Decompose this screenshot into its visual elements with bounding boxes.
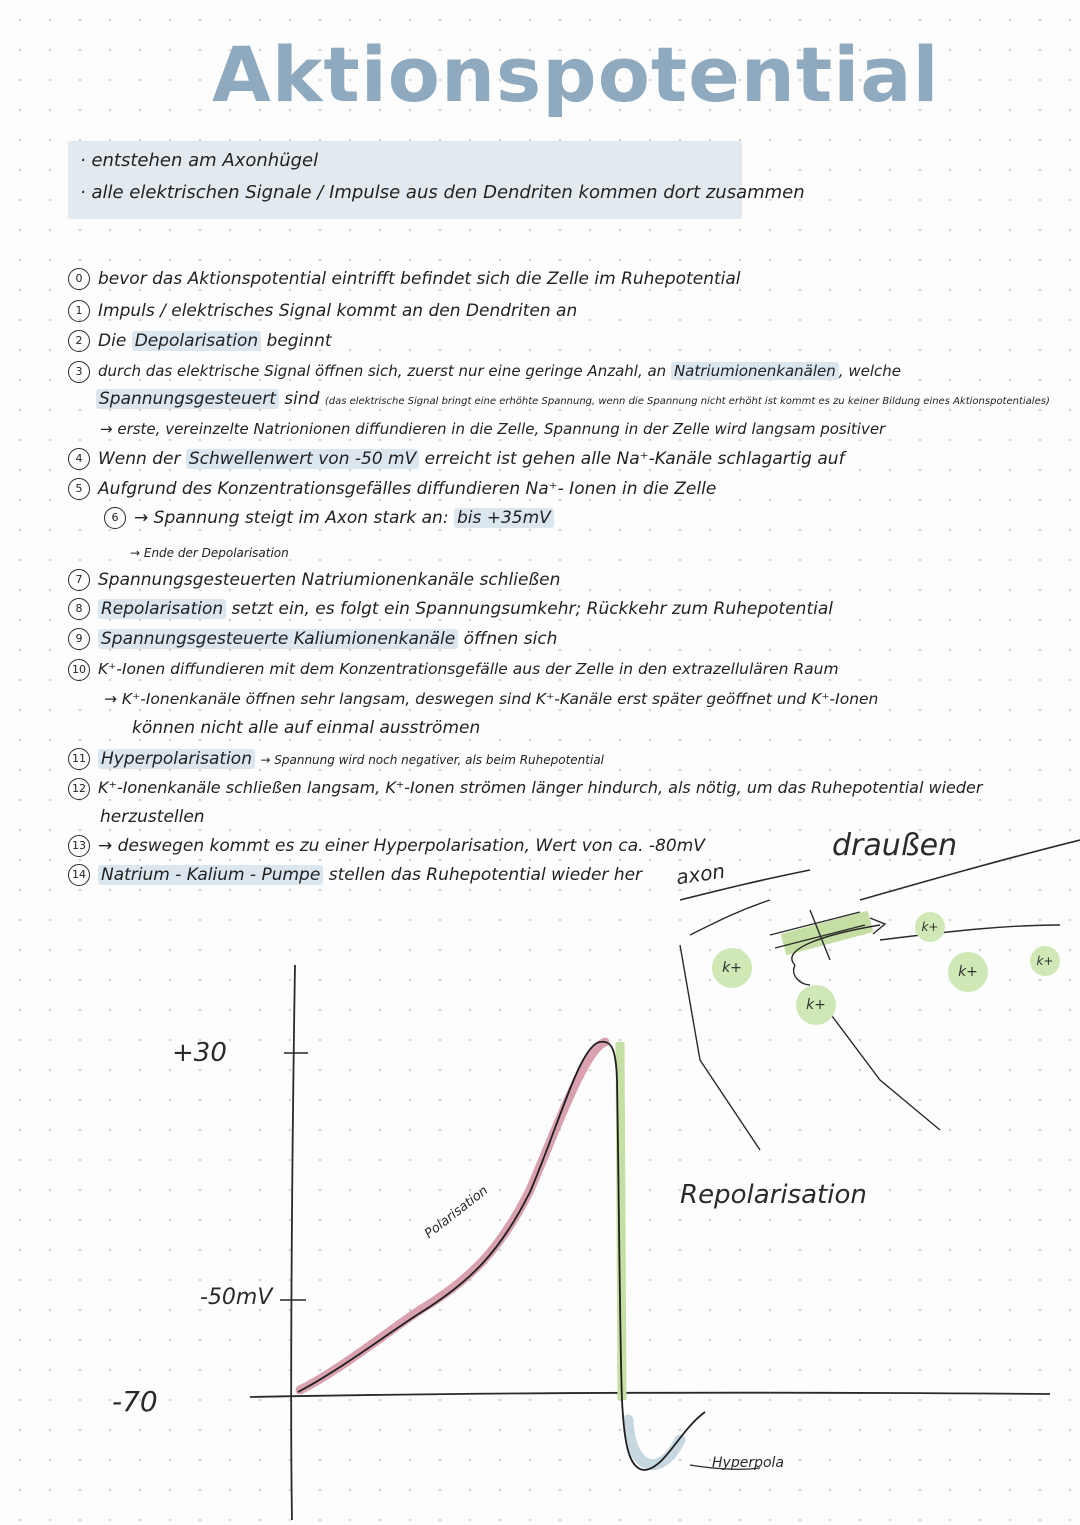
- y-tick-label: +30: [172, 1038, 227, 1068]
- term-highlight: Depolarisation: [132, 331, 261, 351]
- intro-line: · alle elektrischen Signale / Impulse aus den Dendriten kommen dort zusammen: [80, 182, 805, 203]
- step-text: K⁺-Ionenkanäle schließen langsam, K⁺-Ionen strömen länger hindurch, als nötig, um das Ruhepotential wieder: [98, 778, 983, 797]
- term-highlight: Spannungsgesteuert: [96, 389, 279, 409]
- step-text: → Ende der Depolarisation: [130, 546, 289, 560]
- potassium-ion: k+: [915, 912, 945, 942]
- y-tick-label: -70: [112, 1385, 158, 1418]
- term-highlight: Repolarisation: [98, 599, 226, 619]
- side-note: (das elektrische Signal bringt eine erhöhte Spannung, wenn die Spannung nicht erhöht ist kommt es zu keiner Bildung eines Aktionspotentiales): [324, 396, 1050, 407]
- intro-text: entstehen am Axonhügel: [91, 150, 319, 171]
- step-text: stellen das Ruhepotential wieder her: [323, 865, 643, 885]
- step-text: durch das elektrische Signal öffnen sich, zuerst nur eine geringe Anzahl, an: [98, 362, 671, 380]
- outside-label: draußen: [832, 828, 958, 863]
- term-highlight: Schwellenwert von -50 mV: [186, 449, 419, 469]
- potential-curve: [298, 1042, 705, 1470]
- step-number: 1: [68, 300, 90, 322]
- step-text: erreicht ist gehen alle Na⁺-Kanäle schlagartig auf: [419, 449, 845, 469]
- intro-line: · entstehen am Axonhügel: [80, 150, 319, 171]
- step-number: 10: [68, 659, 90, 681]
- potassium-ion: k+: [796, 985, 836, 1025]
- step-number: 6: [104, 507, 126, 529]
- potassium-ion: k+: [712, 948, 752, 988]
- step-text: setzt ein, es folgt ein Spannungsumkehr; Rückkehr zum Ruhepotential: [226, 599, 833, 619]
- step-text: beginnt: [261, 331, 332, 351]
- y-axis: [291, 965, 295, 1520]
- step-text: → erste, vereinzelte Natrionionen diffundieren in die Zelle, Spannung in der Zelle wird langsam positiver: [100, 420, 886, 438]
- step-text: , welche: [838, 362, 901, 380]
- step-text: herzustellen: [100, 807, 205, 827]
- potassium-ion: k+: [1030, 946, 1060, 976]
- step-number: 2: [68, 330, 90, 352]
- step-number: 4: [68, 448, 90, 470]
- step-text: → Spannung steigt im Axon stark an:: [134, 508, 454, 528]
- step-text: sind: [278, 389, 320, 409]
- step-text: Impuls / elektrisches Signal kommt an den Dendriten an: [98, 301, 578, 321]
- polarisation-label: Polarisation: [422, 1183, 492, 1242]
- step-number: 5: [68, 478, 90, 500]
- step-number: 11: [68, 748, 90, 770]
- hyperpolarisation-label: Hyperpola: [712, 1455, 784, 1471]
- step-text: Spannungsgesteuerten Natriumionenkanäle schließen: [98, 570, 561, 590]
- step-text: → deswegen kommt es zu einer Hyperpolarisation, Wert von ca. -80mV: [98, 836, 705, 856]
- step-text: bevor das Aktionspotential eintrifft befindet sich die Zelle im Ruhepotential: [98, 269, 741, 289]
- y-tick-label: -50mV: [200, 1285, 273, 1310]
- axon-label: axon: [674, 858, 727, 890]
- step-number: 9: [68, 628, 90, 650]
- step-number: 3: [68, 361, 90, 383]
- step-text: öffnen sich: [458, 629, 558, 649]
- x-axis: [250, 1393, 1050, 1397]
- step-number: 7: [68, 569, 90, 591]
- intro-text: alle elektrischen Signale / Impulse aus den Dendriten kommen dort zusammen: [91, 182, 805, 203]
- hyperpolarisation-highlight: [628, 1420, 680, 1465]
- repolarisation-label: Repolarisation: [680, 1180, 867, 1210]
- step-number: 0: [68, 268, 90, 290]
- step-text: Wenn der: [98, 449, 186, 469]
- term-highlight: bis +35mV: [454, 508, 554, 528]
- term-highlight: Natrium - Kalium - Pumpe: [98, 865, 323, 885]
- step-number: 13: [68, 835, 90, 857]
- potassium-ion: k+: [948, 952, 988, 992]
- step-text: → K⁺-Ionenkanäle öffnen sehr langsam, deswegen sind K⁺-Kanäle erst später geöffnet und K⁺-Ionen: [104, 690, 879, 708]
- term-highlight: Hyperpolarisation: [98, 749, 255, 769]
- term-highlight: Natriumionenkanälen: [671, 362, 839, 380]
- step-number: 12: [68, 778, 90, 800]
- page-title: Aktionspotential: [212, 30, 940, 119]
- step-text: können nicht alle auf einmal ausströmen: [132, 718, 481, 738]
- step-number: 8: [68, 598, 90, 620]
- step-text: Die: [98, 331, 132, 351]
- step-text: Aufgrund des Konzentrationsgefälles diffundieren Na⁺- Ionen in die Zelle: [98, 479, 717, 499]
- step-number: 14: [68, 864, 90, 886]
- term-highlight: Spannungsgesteuerte Kaliumionenkanäle: [98, 629, 458, 649]
- step-text: K⁺-Ionen diffundieren mit dem Konzentrationsgefälle aus der Zelle in den extrazellulären Raum: [98, 660, 839, 678]
- side-note: → Spannung wird noch negativer, als beim Ruhepotential: [260, 753, 605, 767]
